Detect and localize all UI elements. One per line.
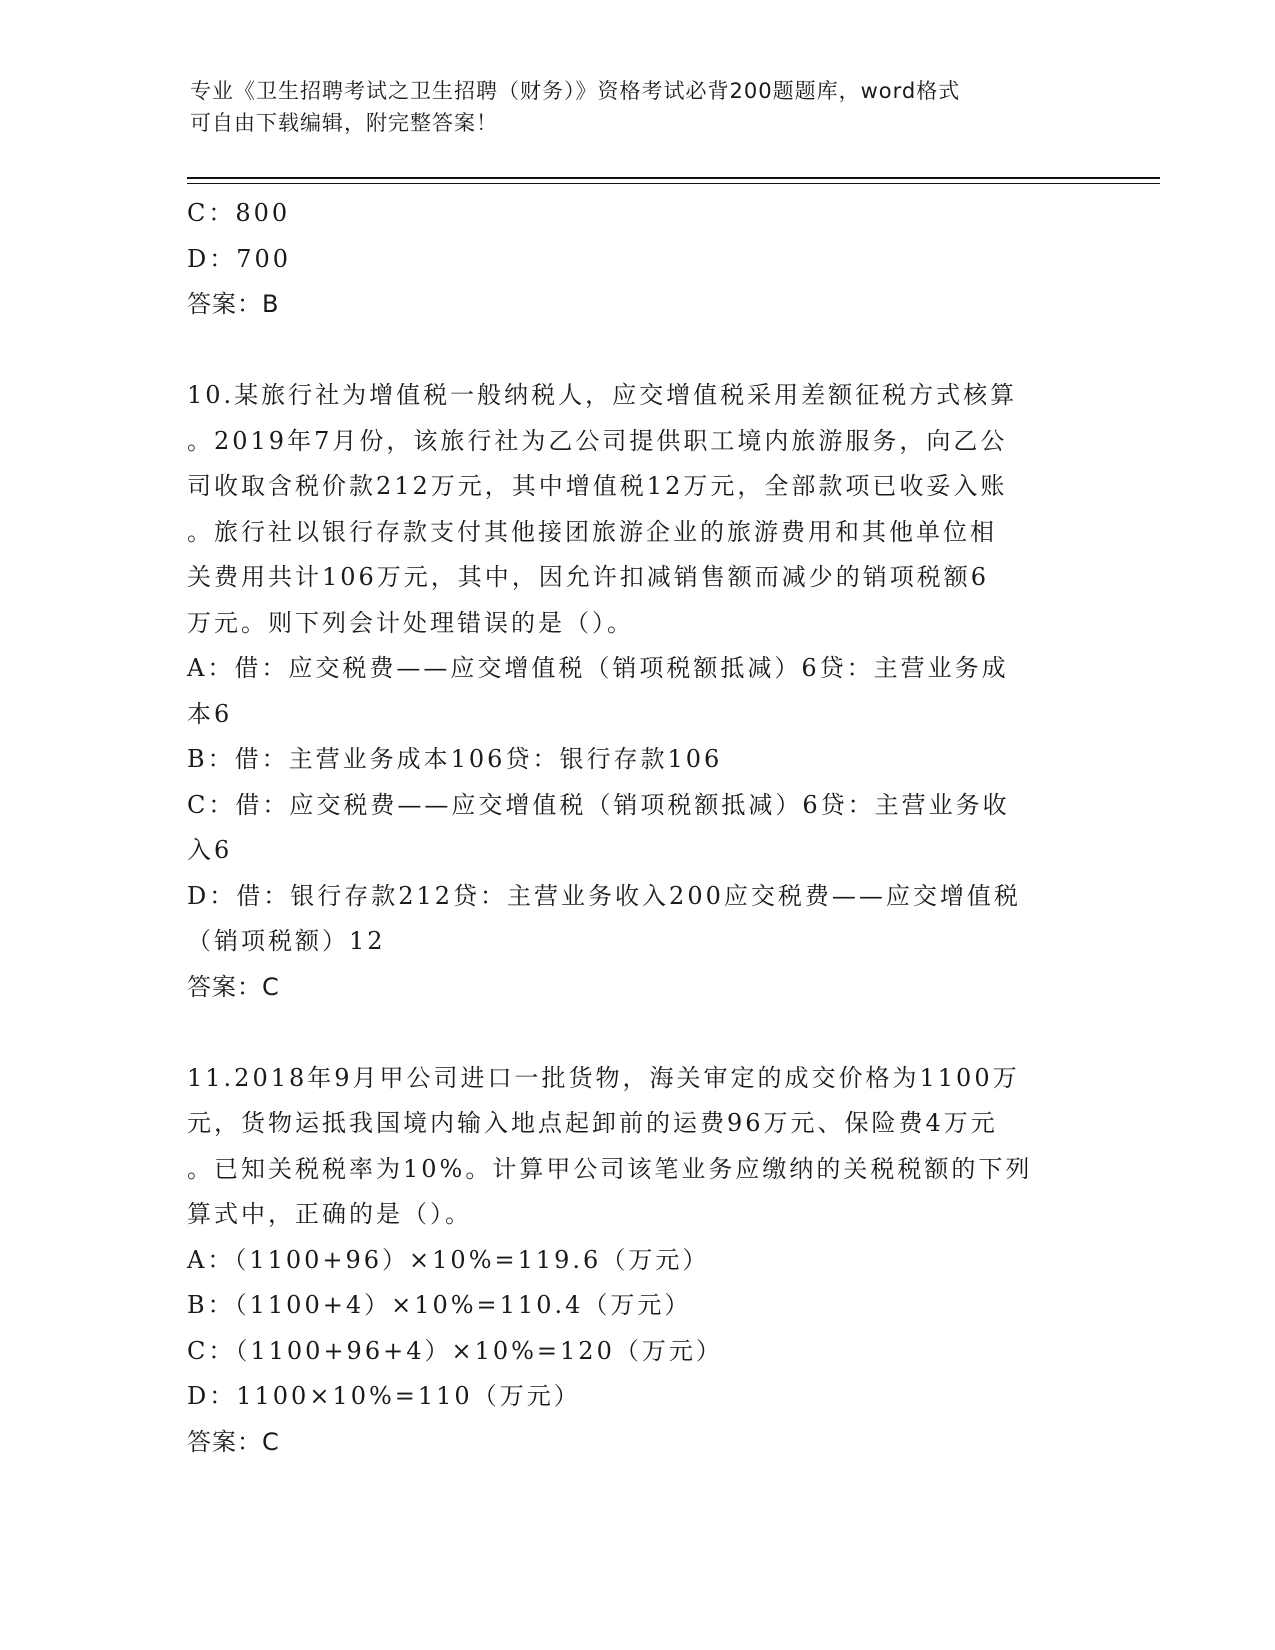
q11-option-c: C：（1100+96+4）×10%=120（万元）	[187, 1336, 723, 1365]
q11-option-b: B：（1100+4）×10%=110.4（万元）	[187, 1291, 692, 1319]
q11-stem-line: 11.2018年9月甲公司进口一批货物，海关审定的成交价格为1100万	[187, 1063, 1020, 1092]
q10-stem-line: 。2019年7月份，该旅行社为乙公司提供职工境内旅游服务，向乙公	[187, 426, 1008, 455]
q11-option-d: D：1100×10%=110（万元）	[187, 1382, 581, 1410]
q10-option-c-cont: 入6	[187, 836, 233, 864]
header-line-2: 可自由下载编辑，附完整答案！	[190, 111, 498, 135]
q10-answer: 答案：C	[187, 972, 280, 1001]
spacer	[187, 1010, 1087, 1056]
header-divider-thick	[187, 177, 1160, 179]
q10-option-d-cont: （销项税额）12	[187, 927, 386, 955]
document-header	[190, 75, 1090, 139]
q10-option-a: A：借：应交税费——应交增值税（销项税额抵减）6贷：主营业务成	[187, 654, 1009, 682]
question-10	[187, 373, 1087, 1010]
q10-stem-line: 万元。则下列会计处理错误的是（）。	[187, 608, 634, 637]
header-line-1: 专业《卫生招聘考试之卫生招聘（财务）》资格考试必背200题题库，word格式	[190, 79, 961, 103]
q10-option-a-cont: 本6	[187, 699, 233, 728]
document-body	[187, 191, 1087, 1465]
q11-answer: 答案：C	[187, 1427, 280, 1456]
q11-stem-line: 算式中，正确的是（）。	[187, 1200, 472, 1228]
q10-stem-line: 10.某旅行社为增值税一般纳税人，应交增值税采用差额征税方式核算	[187, 381, 1018, 409]
q10-option-d: D：借：银行存款212贷：主营业务收入200应交税费——应交增值税	[187, 881, 1021, 910]
header-divider-thin	[187, 183, 1160, 184]
q11-stem-line: 元，货物运抵我国境内输入地点起卸前的运费96万元、保险费4万元	[187, 1109, 998, 1137]
prev-answer: 答案：B	[187, 290, 280, 318]
prev-option-d: D：700	[187, 244, 292, 273]
prev-option-c: C：800	[187, 199, 291, 227]
question-11	[187, 1056, 1087, 1466]
q10-option-b: B：借：主营业务成本106贷：银行存款106	[187, 745, 723, 773]
spacer	[187, 328, 1087, 374]
q10-stem-line: 关费用共计106万元，其中，因允许扣减销售额而减少的销项税额6	[187, 563, 990, 591]
q10-stem-line: 。旅行社以银行存款支付其他接团旅游企业的旅游费用和其他单位相	[187, 517, 997, 546]
q11-option-a: A：（1100+96）×10%=119.6（万元）	[187, 1245, 710, 1274]
q11-stem-line: 。已知关税税率为10%。计算甲公司该笔业务应缴纳的关税税额的下列	[187, 1154, 1033, 1183]
q10-option-c: C：借：应交税费——应交增值税（销项税额抵减）6贷：主营业务收	[187, 790, 1010, 819]
q10-stem-line: 司收取含税价款212万元，其中增值税12万元，全部款项已收妥入账	[187, 472, 1008, 500]
